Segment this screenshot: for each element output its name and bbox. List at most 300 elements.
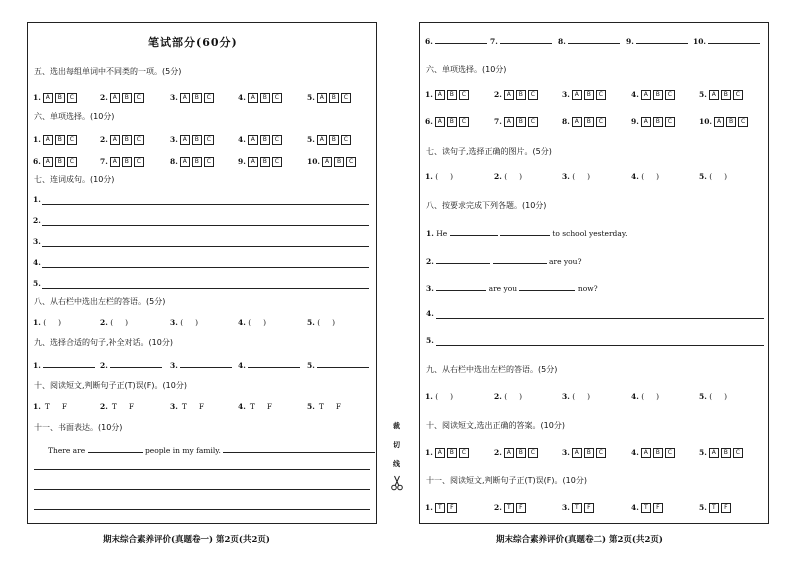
blank[interactable] bbox=[493, 255, 547, 264]
question-number: 3. bbox=[562, 172, 570, 181]
option-box-a[interactable]: A bbox=[180, 93, 190, 103]
question-number: 3. bbox=[562, 448, 570, 457]
option-box-c[interactable]: C bbox=[665, 117, 675, 127]
option-box-a[interactable]: A bbox=[110, 157, 120, 167]
question-number: 3. bbox=[170, 318, 178, 327]
option-box-c[interactable]: C bbox=[596, 448, 606, 458]
true-option[interactable]: T bbox=[249, 402, 255, 411]
option-box-a[interactable]: A bbox=[110, 93, 120, 103]
writing-line[interactable] bbox=[42, 225, 369, 226]
option-box-b[interactable]: B bbox=[516, 117, 526, 127]
answer-item bbox=[558, 35, 620, 47]
writing-line[interactable] bbox=[42, 204, 369, 205]
answer-item bbox=[562, 117, 606, 127]
answer-item bbox=[170, 135, 214, 145]
option-box-c[interactable]: C bbox=[665, 448, 675, 458]
option-box-c[interactable]: C bbox=[528, 90, 538, 100]
question-number: 1. bbox=[33, 318, 41, 327]
option-box-a[interactable]: A bbox=[641, 90, 651, 100]
option-box-c[interactable]: C bbox=[665, 90, 675, 100]
option-box-a[interactable]: A bbox=[435, 448, 445, 458]
answer-item bbox=[693, 35, 760, 47]
answer-blank[interactable] bbox=[317, 359, 369, 368]
answer-item bbox=[699, 503, 731, 513]
option-box-c[interactable]: C bbox=[134, 157, 144, 167]
question-number: 4. bbox=[631, 503, 639, 512]
false-option[interactable]: F bbox=[584, 503, 594, 513]
question-number: 2. bbox=[100, 318, 108, 327]
option-box-c[interactable]: C bbox=[204, 93, 214, 103]
answer-item bbox=[699, 172, 727, 182]
question-number: 10. bbox=[699, 117, 713, 126]
question-number: 5. bbox=[699, 90, 707, 99]
answer-item bbox=[425, 35, 487, 47]
answer-item bbox=[425, 117, 469, 127]
option-box-a[interactable]: A bbox=[435, 117, 445, 127]
answer-item bbox=[699, 90, 743, 100]
true-option[interactable]: T bbox=[111, 402, 117, 411]
question-number: 6. bbox=[33, 157, 41, 166]
option-box-b[interactable]: B bbox=[192, 93, 202, 103]
option-box-b[interactable]: B bbox=[721, 448, 731, 458]
answer-blank[interactable] bbox=[110, 359, 162, 368]
writing-line[interactable] bbox=[34, 469, 370, 470]
writing-line[interactable] bbox=[34, 509, 370, 510]
question-number: 2. bbox=[494, 503, 502, 512]
s5-heading: 五、选出每组单词中不同类的一项。(5分) bbox=[34, 67, 182, 76]
q1-pre: He bbox=[436, 229, 448, 238]
option-box-b[interactable]: B bbox=[584, 117, 594, 127]
true-option[interactable]: T bbox=[709, 503, 719, 513]
option-box-a[interactable]: A bbox=[110, 135, 120, 145]
true-option[interactable]: T bbox=[504, 503, 514, 513]
q3-post: now? bbox=[577, 284, 598, 293]
question-number: 1. bbox=[425, 90, 433, 99]
option-box-a[interactable]: A bbox=[248, 135, 258, 145]
option-box-b[interactable]: B bbox=[122, 93, 132, 103]
option-box-b[interactable]: B bbox=[55, 157, 65, 167]
option-box-c[interactable]: C bbox=[272, 157, 282, 167]
option-box-b[interactable]: B bbox=[260, 135, 270, 145]
answer-item bbox=[170, 359, 232, 371]
question-number: 6. bbox=[425, 117, 433, 126]
s11-prompt bbox=[48, 444, 375, 456]
question-number: 10. bbox=[693, 37, 707, 46]
option-box-c[interactable]: C bbox=[738, 117, 748, 127]
question-number: 2. bbox=[494, 392, 502, 401]
s7-heading: 七、连词成句。(10分) bbox=[34, 175, 115, 184]
option-box-a[interactable]: A bbox=[641, 117, 651, 127]
question-number: 3. bbox=[170, 361, 178, 370]
option-box-c[interactable]: C bbox=[528, 448, 538, 458]
option-box-c[interactable]: C bbox=[528, 117, 538, 127]
option-box-b[interactable]: B bbox=[584, 90, 594, 100]
s11-prompt-pre: There are bbox=[48, 446, 86, 455]
option-box-c[interactable]: C bbox=[67, 135, 77, 145]
question-number: 4. bbox=[238, 318, 246, 327]
option-box-a[interactable]: A bbox=[572, 117, 582, 127]
answer-item bbox=[307, 318, 335, 328]
answer-item bbox=[33, 402, 67, 412]
r-s8-q4-num: 4. bbox=[426, 309, 434, 318]
question-number: 5. bbox=[699, 392, 707, 401]
option-box-b[interactable]: B bbox=[584, 448, 594, 458]
answer-item bbox=[699, 392, 727, 402]
option-box-c[interactable]: C bbox=[272, 93, 282, 103]
option-box-c[interactable]: C bbox=[459, 117, 469, 127]
r-s8-q5-num: 5. bbox=[426, 336, 434, 345]
answer-paren[interactable]: ( ) bbox=[432, 392, 453, 401]
question-number: 3. bbox=[170, 402, 178, 411]
answer-blank[interactable] bbox=[435, 35, 487, 44]
answer-item bbox=[238, 157, 282, 167]
option-box-c[interactable]: C bbox=[733, 448, 743, 458]
question-number: 4. bbox=[631, 392, 639, 401]
writing-line[interactable] bbox=[42, 267, 369, 268]
answer-item bbox=[33, 318, 61, 328]
question-number: 3. bbox=[562, 90, 570, 99]
option-box-c[interactable]: C bbox=[67, 157, 77, 167]
option-box-c[interactable]: C bbox=[134, 135, 144, 145]
option-box-b[interactable]: B bbox=[653, 90, 663, 100]
answer-item bbox=[562, 90, 606, 100]
answer-paren[interactable]: ( ) bbox=[569, 172, 590, 181]
option-box-b[interactable]: B bbox=[447, 90, 457, 100]
answer-paren[interactable]: ( ) bbox=[245, 318, 266, 327]
option-box-a[interactable]: A bbox=[248, 93, 258, 103]
answer-paren[interactable]: ( ) bbox=[501, 392, 522, 401]
option-box-b[interactable]: B bbox=[726, 117, 736, 127]
answer-item bbox=[33, 157, 77, 167]
left-answer-sheet bbox=[27, 22, 377, 524]
question-number: 2. bbox=[100, 93, 108, 102]
answer-item bbox=[238, 93, 282, 103]
r-s8-q1 bbox=[426, 227, 627, 239]
answer-item bbox=[170, 157, 214, 167]
question-number: 7. bbox=[490, 37, 498, 46]
answer-item bbox=[626, 35, 688, 47]
answer-item bbox=[170, 402, 204, 412]
option-box-a[interactable]: A bbox=[322, 157, 332, 167]
question-number: 5. bbox=[307, 361, 315, 370]
question-number: 9. bbox=[238, 157, 246, 166]
writing-line[interactable] bbox=[436, 318, 764, 319]
section-title: 笔试部分(60分) bbox=[148, 36, 238, 49]
false-option[interactable]: F bbox=[198, 402, 205, 411]
answer-item bbox=[425, 448, 469, 458]
option-box-c[interactable]: C bbox=[596, 90, 606, 100]
answer-blank[interactable] bbox=[636, 35, 688, 44]
question-number: 2. bbox=[494, 172, 502, 181]
answer-item bbox=[33, 359, 95, 371]
option-box-b[interactable]: B bbox=[516, 90, 526, 100]
answer-item bbox=[100, 157, 144, 167]
question-number: 5. bbox=[699, 448, 707, 457]
option-box-a[interactable]: A bbox=[504, 117, 514, 127]
question-number: 10. bbox=[307, 157, 321, 166]
answer-item bbox=[494, 117, 538, 127]
option-box-b[interactable]: B bbox=[334, 157, 344, 167]
answer-blank[interactable] bbox=[500, 35, 552, 44]
question-number: 1. bbox=[33, 361, 41, 370]
answer-item bbox=[100, 93, 144, 103]
r-s10-heading: 十、阅读短文,选出正确的答案。(10分) bbox=[426, 421, 565, 430]
question-number: 2. bbox=[494, 448, 502, 457]
question-number: 2. bbox=[100, 135, 108, 144]
question-number: 1. bbox=[425, 172, 433, 181]
answer-blank[interactable] bbox=[180, 359, 232, 368]
option-box-b[interactable]: B bbox=[122, 157, 132, 167]
option-box-b[interactable]: B bbox=[516, 448, 526, 458]
true-option[interactable]: T bbox=[572, 503, 582, 513]
answer-item bbox=[494, 448, 538, 458]
answer-paren[interactable]: ( ) bbox=[177, 318, 198, 327]
question-number: 7. bbox=[494, 117, 502, 126]
option-box-c[interactable]: C bbox=[67, 93, 77, 103]
answer-item bbox=[494, 172, 522, 182]
s11-blank[interactable] bbox=[88, 444, 143, 453]
answer-item bbox=[631, 90, 675, 100]
answer-item bbox=[494, 392, 522, 402]
option-box-a[interactable]: A bbox=[317, 135, 327, 145]
option-box-c[interactable]: C bbox=[596, 117, 606, 127]
line-number: 1. bbox=[33, 195, 41, 204]
answer-item bbox=[100, 318, 128, 328]
blank[interactable] bbox=[500, 227, 550, 236]
answer-paren[interactable]: ( ) bbox=[40, 318, 61, 327]
option-box-a[interactable]: A bbox=[572, 448, 582, 458]
answer-item bbox=[307, 402, 341, 412]
option-box-b[interactable]: B bbox=[260, 93, 270, 103]
option-box-b[interactable]: B bbox=[192, 157, 202, 167]
answer-item bbox=[562, 503, 594, 513]
question-number: 5. bbox=[307, 93, 315, 102]
question-number: 9. bbox=[626, 37, 634, 46]
question-number: 8. bbox=[562, 117, 570, 126]
option-box-a[interactable]: A bbox=[43, 93, 53, 103]
q2-post: are you? bbox=[549, 257, 582, 266]
s9-heading: 九、选择合适的句子,补全对话。(10分) bbox=[34, 338, 173, 347]
answer-blank[interactable] bbox=[568, 35, 620, 44]
option-box-a[interactable]: A bbox=[572, 90, 582, 100]
option-box-c[interactable]: C bbox=[204, 157, 214, 167]
false-option[interactable]: F bbox=[266, 402, 273, 411]
r-s8-heading: 八、按要求完成下列各题。(10分) bbox=[426, 201, 547, 210]
answer-item bbox=[425, 392, 453, 402]
answer-item bbox=[100, 359, 162, 371]
question-number: 4. bbox=[238, 361, 246, 370]
option-box-c[interactable]: C bbox=[459, 90, 469, 100]
option-box-a[interactable]: A bbox=[43, 135, 53, 145]
answer-item bbox=[631, 392, 659, 402]
footer-left: 期末综合素养评价(真题卷一) 第2页(共2页) bbox=[103, 535, 270, 545]
option-box-c[interactable]: C bbox=[272, 135, 282, 145]
question-number: 1. bbox=[425, 503, 433, 512]
r-s8-q2 bbox=[426, 255, 582, 267]
question-number: 8. bbox=[170, 157, 178, 166]
question-number: 4. bbox=[238, 135, 246, 144]
answer-item bbox=[100, 135, 144, 145]
answer-item bbox=[170, 93, 214, 103]
answer-item bbox=[699, 117, 748, 127]
question-number: 5. bbox=[307, 402, 315, 411]
question-number: 1. bbox=[33, 93, 41, 102]
option-box-b[interactable]: B bbox=[653, 117, 663, 127]
question-number: 9. bbox=[631, 117, 639, 126]
false-option[interactable]: F bbox=[721, 503, 731, 513]
false-option[interactable]: F bbox=[335, 402, 342, 411]
blank[interactable] bbox=[436, 255, 490, 264]
answer-paren[interactable]: ( ) bbox=[432, 172, 453, 181]
q-number: 2. bbox=[426, 257, 434, 266]
question-number: 5. bbox=[307, 135, 315, 144]
option-box-c[interactable]: C bbox=[204, 135, 214, 145]
option-box-b[interactable]: B bbox=[653, 448, 663, 458]
line-number: 2. bbox=[33, 216, 41, 225]
option-box-b[interactable]: B bbox=[447, 448, 457, 458]
option-box-b[interactable]: B bbox=[447, 117, 457, 127]
question-number: 5. bbox=[699, 503, 707, 512]
line-number: 5. bbox=[33, 279, 41, 288]
option-box-a[interactable]: A bbox=[43, 157, 53, 167]
answer-item bbox=[631, 117, 675, 127]
option-box-c[interactable]: C bbox=[459, 448, 469, 458]
option-box-c[interactable]: C bbox=[341, 135, 351, 145]
option-box-a[interactable]: A bbox=[714, 117, 724, 127]
option-box-c[interactable]: C bbox=[341, 93, 351, 103]
question-number: 1. bbox=[33, 135, 41, 144]
false-option[interactable]: F bbox=[61, 402, 68, 411]
blank[interactable] bbox=[436, 282, 486, 291]
false-option[interactable]: F bbox=[128, 402, 135, 411]
option-box-a[interactable]: A bbox=[709, 448, 719, 458]
footer-right: 期末综合素养评价(真题卷二) 第2页(共2页) bbox=[496, 535, 663, 545]
answer-paren[interactable]: ( ) bbox=[706, 172, 727, 181]
question-number: 1. bbox=[33, 402, 41, 411]
question-number: 1. bbox=[425, 448, 433, 457]
answer-paren[interactable]: ( ) bbox=[107, 318, 128, 327]
option-box-b[interactable]: B bbox=[721, 90, 731, 100]
option-box-a[interactable]: A bbox=[180, 157, 190, 167]
option-box-b[interactable]: B bbox=[329, 93, 339, 103]
answer-item bbox=[631, 448, 675, 458]
s11-blank-tail[interactable] bbox=[223, 444, 375, 453]
false-option[interactable]: F bbox=[516, 503, 526, 513]
option-box-a[interactable]: A bbox=[435, 90, 445, 100]
option-box-b[interactable]: B bbox=[55, 135, 65, 145]
answer-item bbox=[699, 448, 743, 458]
question-number: 2. bbox=[100, 361, 108, 370]
option-box-b[interactable]: B bbox=[329, 135, 339, 145]
scissors-icon bbox=[391, 475, 403, 491]
answer-blank[interactable] bbox=[43, 359, 95, 368]
r-s7-heading: 七、读句子,选择正确的图片。(5分) bbox=[426, 147, 552, 156]
question-number: 2. bbox=[100, 402, 108, 411]
answer-item bbox=[490, 35, 552, 47]
question-number: 3. bbox=[170, 135, 178, 144]
q-number: 3. bbox=[426, 284, 434, 293]
false-option[interactable]: F bbox=[447, 503, 457, 513]
true-option[interactable]: T bbox=[44, 402, 50, 411]
option-box-a[interactable]: A bbox=[317, 93, 327, 103]
cut-label-3: 线 bbox=[393, 460, 400, 468]
answer-item bbox=[425, 503, 457, 513]
answer-item bbox=[631, 172, 659, 182]
answer-item bbox=[238, 359, 300, 371]
question-number: 3. bbox=[562, 503, 570, 512]
answer-item bbox=[307, 157, 356, 167]
q3-mid: are you bbox=[488, 284, 518, 293]
option-box-c[interactable]: C bbox=[346, 157, 356, 167]
line-number: 4. bbox=[33, 258, 41, 267]
true-option[interactable]: T bbox=[181, 402, 187, 411]
answer-item bbox=[631, 503, 663, 513]
answer-paren[interactable]: ( ) bbox=[501, 172, 522, 181]
option-box-c[interactable]: C bbox=[733, 90, 743, 100]
option-box-a[interactable]: A bbox=[180, 135, 190, 145]
s11-heading: 十一、书面表达。(10分) bbox=[34, 423, 123, 432]
question-number: 3. bbox=[562, 392, 570, 401]
answer-paren[interactable]: ( ) bbox=[314, 318, 335, 327]
answer-blank[interactable] bbox=[708, 35, 760, 44]
question-number: 4. bbox=[238, 93, 246, 102]
option-box-a[interactable]: A bbox=[709, 90, 719, 100]
blank[interactable] bbox=[519, 282, 575, 291]
writing-line[interactable] bbox=[42, 246, 369, 247]
option-box-b[interactable]: B bbox=[122, 135, 132, 145]
writing-line[interactable] bbox=[436, 345, 764, 346]
true-option[interactable]: T bbox=[318, 402, 324, 411]
question-number: 1. bbox=[425, 392, 433, 401]
answer-item bbox=[425, 172, 453, 182]
answer-item bbox=[562, 448, 606, 458]
s10-heading: 十、阅读短文,判断句子正(T)误(F)。(10分) bbox=[34, 381, 187, 390]
answer-blank[interactable] bbox=[248, 359, 300, 368]
option-box-b[interactable]: B bbox=[55, 93, 65, 103]
answer-item bbox=[307, 359, 369, 371]
true-option[interactable]: T bbox=[435, 503, 445, 513]
option-box-b[interactable]: B bbox=[260, 157, 270, 167]
writing-line[interactable] bbox=[34, 489, 370, 490]
answer-paren[interactable]: ( ) bbox=[638, 172, 659, 181]
option-box-a[interactable]: A bbox=[504, 90, 514, 100]
question-number: 7. bbox=[100, 157, 108, 166]
line-number: 3. bbox=[33, 237, 41, 246]
option-box-c[interactable]: C bbox=[134, 93, 144, 103]
option-box-a[interactable]: A bbox=[641, 448, 651, 458]
option-box-a[interactable]: A bbox=[504, 448, 514, 458]
answer-paren[interactable]: ( ) bbox=[569, 392, 590, 401]
answer-item bbox=[494, 503, 526, 513]
right-answer-sheet bbox=[419, 22, 769, 524]
question-number: 4. bbox=[631, 90, 639, 99]
answer-item bbox=[100, 402, 134, 412]
answer-item bbox=[425, 90, 469, 100]
blank[interactable] bbox=[450, 227, 498, 236]
s8-heading: 八、从右栏中选出左栏的答语。(5分) bbox=[34, 297, 166, 306]
writing-line[interactable] bbox=[42, 288, 369, 289]
answer-item bbox=[494, 90, 538, 100]
false-option[interactable]: F bbox=[653, 503, 663, 513]
option-box-a[interactable]: A bbox=[248, 157, 258, 167]
q1-post: to school yesterday. bbox=[552, 229, 628, 238]
answer-paren[interactable]: ( ) bbox=[706, 392, 727, 401]
option-box-b[interactable]: B bbox=[192, 135, 202, 145]
question-number: 5. bbox=[699, 172, 707, 181]
true-option[interactable]: T bbox=[641, 503, 651, 513]
cut-label-2: 切 bbox=[393, 441, 400, 449]
answer-paren[interactable]: ( ) bbox=[638, 392, 659, 401]
